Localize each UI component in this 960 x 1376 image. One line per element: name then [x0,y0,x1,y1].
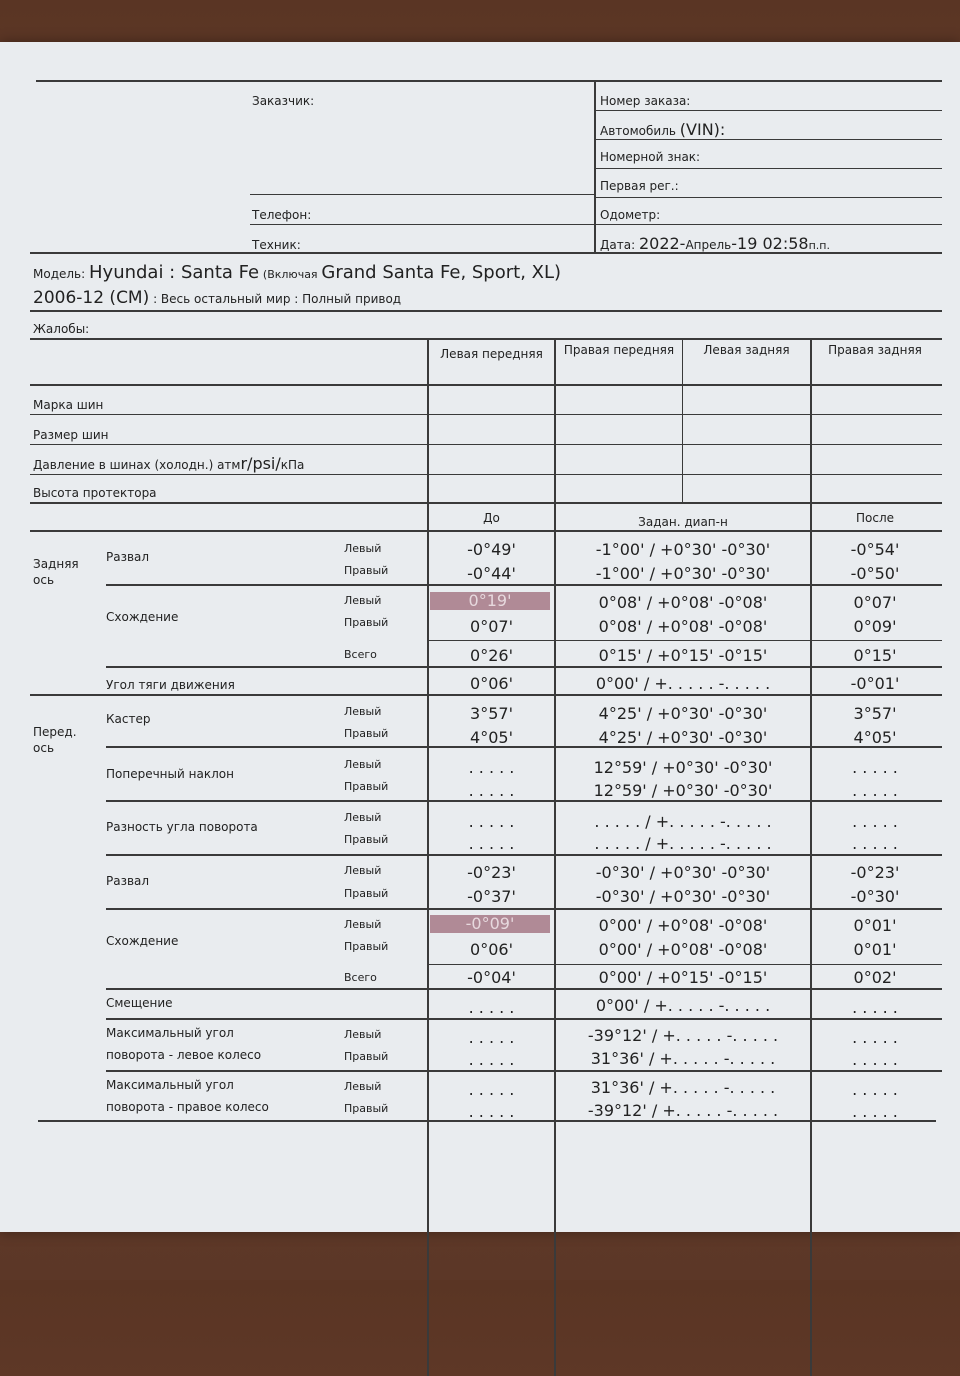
side-right: Правый [344,940,389,953]
value-cell: -0°30' / +0°30' -0°30' [595,887,771,906]
value-cell: -0°49' [467,540,516,559]
value-cell: 0°08' / +0°08' -0°08' [598,617,768,636]
tire-size-label: Размер шин [33,428,109,442]
phone-label: Телефон: [252,208,312,222]
col-right-rear: Правая задняя [828,343,922,357]
value-cell: -0°50' [850,564,900,583]
rule [428,640,942,641]
tire-brand-label: Марка шин [33,398,104,412]
col-left-front: Левая передняя [440,347,543,361]
value-cell: 0°08' / +0°08' -0°08' [598,593,768,612]
value-cell: . . . . . [852,812,898,831]
value-cell: -39°12' / +. . . . . -. . . . . [587,1101,779,1120]
value-cell: 4°25' / +0°30' -0°30' [598,704,768,723]
max-turn-left-label2: поворота - левое колесо [106,1048,262,1062]
rule [106,666,942,668]
rule [106,854,942,856]
rule [427,338,429,1376]
rule [106,584,942,586]
value-cell: -0°01' [850,674,900,693]
side-left: Левый [344,1080,382,1093]
value-cell: 31°36' / +. . . . . -. . . . . [590,1049,776,1068]
col-left-rear: Левая задняя [703,343,790,357]
value-cell: -0°30' [850,887,900,906]
value-cell: . . . . . [468,1080,515,1099]
rule [682,338,683,504]
rule [30,338,942,340]
value-cell: 0°06' [470,674,513,693]
side-right: Правый [344,1102,389,1115]
side-total: Всего [344,648,377,661]
rule [30,530,942,532]
rear-camber-label: Развал [106,550,150,564]
rule [810,338,812,1376]
rule [594,80,596,252]
value-cell: -0°44' [467,564,516,583]
rule [36,80,942,82]
value-cell: -0°54' [850,540,900,559]
rule [30,444,942,445]
date-field: Дата: 2022-Апрель-19 02:58п.п. [600,234,830,253]
value-cell: . . . . . [468,1028,515,1047]
value-cell: 0°01' [853,916,897,935]
rule [554,338,556,1376]
value-cell: . . . . . [852,1028,898,1047]
rule [30,310,942,312]
value-cell: -1°00' / +0°30' -0°30' [595,540,771,559]
value-cell: 12°59' / +0°30' -0°30' [593,758,773,777]
value-cell: -0°23' [467,863,516,882]
value-cell: 4°25' / +0°30' -0°30' [598,728,768,747]
value-cell: 0°26' [470,646,513,665]
side-right: Правый [344,564,389,577]
col-spec: Задан. диап-н [638,515,728,529]
value-cell: 4°05' [853,728,897,747]
side-total: Всего [344,971,377,984]
value-cell: 0°15' / +0°15' -0°15' [598,646,768,665]
side-left: Левый [344,542,382,555]
side-left: Левый [344,864,382,877]
col-before: До [483,511,500,525]
side-left: Левый [344,705,382,718]
value-cell: -0°30' / +0°30' -0°30' [595,863,771,882]
value-cell: . . . . . [468,1102,515,1121]
side-right: Правый [344,727,389,740]
value-cell: . . . . . [852,1080,898,1099]
plate-label: Номерной знак: [600,150,701,164]
value-cell: 31°36' / +. . . . . -. . . . . [590,1078,776,1097]
value-cell: 0°00' / +0°15' -0°15' [598,968,768,987]
value-cell: 0°15' [853,646,897,665]
value-cell: 12°59' / +0°30' -0°30' [593,781,773,800]
value-cell: 0°06' [470,940,513,959]
rule [30,474,942,475]
value-cell: . . . . . / +. . . . . -. . . . . [594,812,772,831]
sai-label: Поперечный наклон [106,767,234,781]
thrust-angle-label: Угол тяги движения [106,678,235,692]
front-axle-label: Перед. ось [33,725,77,755]
value-cell: . . . . . [468,834,515,853]
value-cell: . . . . . [468,758,515,777]
max-turn-right-label: Максимальный угол [106,1078,234,1092]
rule [30,502,942,504]
rear-axle-label: Задняя ось [33,557,79,587]
rule [30,414,942,415]
value-cell: . . . . . [852,1050,898,1069]
value-cell: -1°00' / +0°30' -0°30' [595,564,771,583]
rule [106,1070,942,1072]
value-cell: 0°07' [853,593,897,612]
service-sheet [0,42,960,1232]
customer-label: Заказчик: [252,94,315,108]
value-cell: -39°12' / +. . . . . -. . . . . [587,1026,779,1045]
rule [428,964,942,965]
first-reg-label: Первая рег.: [600,179,679,193]
rule [106,800,942,802]
value-cell: 0°00' / +. . . . . -. . . . . [595,996,771,1015]
rear-toe-label: Схождение [106,610,179,624]
value-cell: 3°57' [470,704,513,723]
value-cell: 0°09' [853,617,897,636]
side-right: Правый [344,616,389,629]
side-right: Правый [344,833,389,846]
tire-pressure-label: Давление в шинах (холодн.) атмr/psi/кПа [33,454,305,473]
value-cell: . . . . . [852,1102,898,1121]
caster-label: Кастер [106,712,151,726]
value-cell: 0°00' / +0°08' -0°08' [598,940,768,959]
setback-label: Смещение [106,996,173,1010]
side-left: Левый [344,918,382,931]
side-right: Правый [344,887,389,900]
rule [106,908,942,910]
side-right: Правый [344,780,389,793]
value-cell: . . . . . / +. . . . . -. . . . . [594,834,772,853]
technician-label: Техник: [252,238,301,252]
value-cell: . . . . . [468,812,515,831]
rule [250,194,596,195]
col-after: После [855,511,894,525]
side-left: Левый [344,811,382,824]
value-cell: . . . . . [852,781,898,800]
value-cell: . . . . . [468,1050,515,1069]
rule [30,384,942,386]
col-right-front: Правая передняя [563,343,675,357]
max-turn-right-label2: поворота - правое колесо [106,1100,269,1114]
front-camber-label: Развал [106,874,150,888]
value-cell: . . . . . [852,758,898,777]
side-left: Левый [344,1028,382,1041]
value-cell: . . . . . [852,998,898,1017]
model-line: Модель: Hyundai : Santa Fe (Включая Grand Santa Fe, Sport, XL) [33,262,562,283]
value-cell: -0°37' [467,887,516,906]
value-cell-highlighted: 0°19' [430,592,550,610]
rule [106,1018,942,1020]
value-cell: 0°07' [470,617,513,636]
rule [250,224,942,225]
model-years: 2006-12 (CM) : Весь остальный мир : Полный привод [33,288,402,308]
value-cell: -0°04' [467,968,516,987]
value-cell: -0°23' [850,863,900,882]
front-toe-label: Схождение [106,934,179,948]
rule [106,988,942,990]
value-cell: . . . . . [468,781,515,800]
value-cell: 0°02' [853,968,897,987]
toe-out-label: Разность угла поворота [106,820,258,834]
value-cell: 4°05' [470,728,513,747]
value-cell: . . . . . [468,998,515,1017]
value-cell: 0°01' [853,940,897,959]
rule [30,694,942,696]
value-cell: 0°00' / +. . . . . -. . . . . [595,674,771,693]
side-left: Левый [344,758,382,771]
car-vin-label: Автомобиль (VIN): [600,120,726,139]
rule [596,197,942,198]
tread-depth-label: Высота протектора [33,486,157,500]
side-right: Правый [344,1050,389,1063]
order-label: Номер заказа: [600,94,691,108]
complaints-label: Жалобы: [33,322,90,336]
value-cell-highlighted: -0°09' [430,915,550,933]
rule [596,168,942,169]
rule [596,110,942,111]
rule [596,139,942,140]
odometer-label: Одометр: [600,208,661,222]
value-cell: 0°00' / +0°08' -0°08' [598,916,768,935]
value-cell: . . . . . [852,834,898,853]
max-turn-left-label: Максимальный угол [106,1026,234,1040]
value-cell: 3°57' [853,704,897,723]
side-left: Левый [344,594,382,607]
